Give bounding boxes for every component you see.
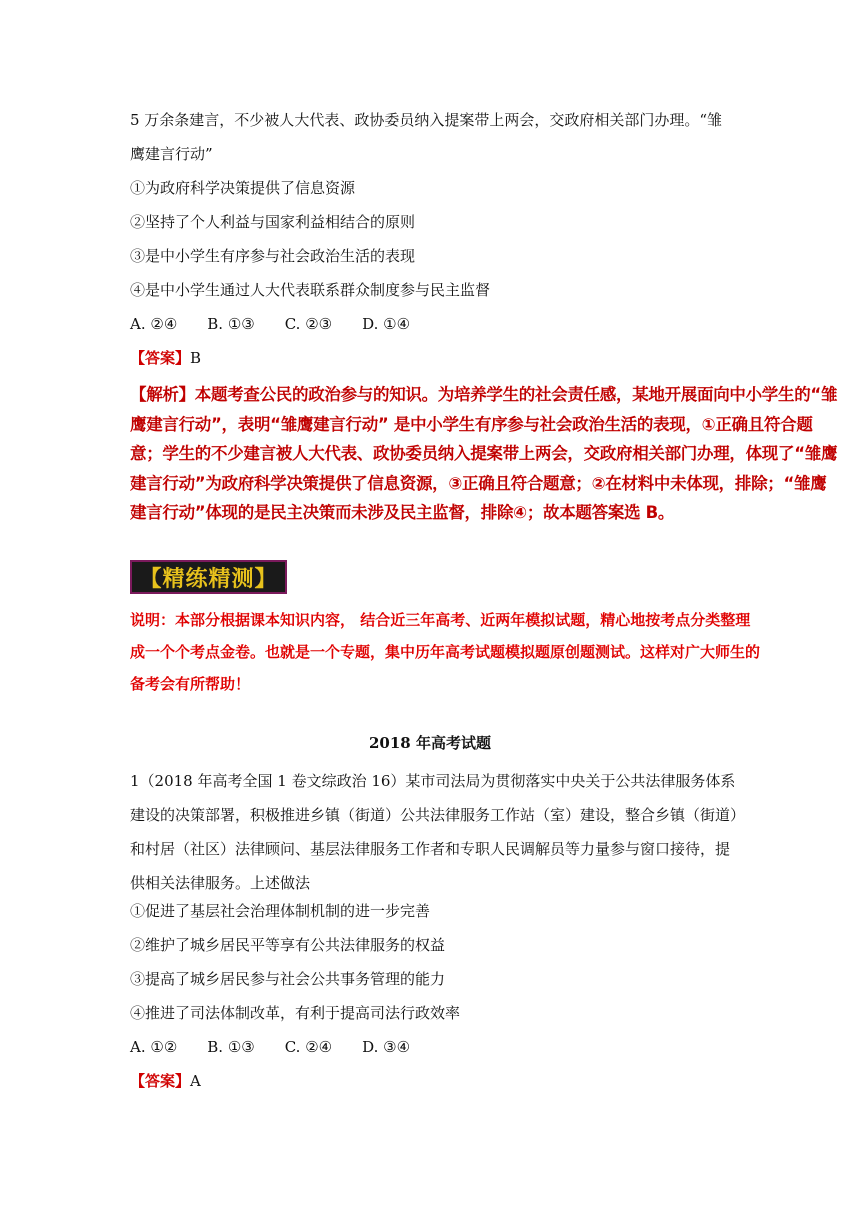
answer-value: A bbox=[190, 1072, 201, 1090]
answer-line bbox=[130, 1071, 201, 1091]
option-2: ②维护了城乡居民平等享有公共法律服务的权益 bbox=[130, 936, 446, 954]
section-note: 说明：本部分根据课本知识内容， 结合近三年高考、近两年模拟试题，精心地按考点分类整理成一个个考点金卷。也就是一个专题，集中历年高考试题模拟题原创题测试。这样对广大师生的备考会有所帮助！ bbox=[130, 611, 761, 693]
option-1: ①促进了基层社会治理体制机制的进一步完善 bbox=[130, 902, 431, 920]
option-3: ③是中小学生有序参与社会政治生活的表现 bbox=[130, 247, 416, 265]
question-text-line: 鹰建言行动” bbox=[130, 145, 213, 163]
answer-line bbox=[130, 348, 201, 368]
option-4: ④推进了司法体制改革，有利于提高司法行政效率 bbox=[130, 1004, 461, 1022]
option-4: ④是中小学生通过人大代表联系群众制度参与民主监督 bbox=[130, 281, 491, 299]
answer-label: 【答案】 bbox=[130, 349, 191, 367]
answer-value: B bbox=[190, 349, 202, 367]
option-2: ②坚持了个人利益与国家利益相结合的原则 bbox=[130, 213, 416, 231]
analysis-paragraph: 【解析】本题考查公民的政治参与的知识。为培养学生的社会责任感，某地开展面向中小学生的“雏鹰建言行动”，表明“雏鹰建言行动” 是中小学生有序参与社会政治生活的表现，①正确且符合题意；学生的不少建言被人大代表、政协委员纳入提案带上两会，交政府相关部门办理，体现了“雏鹰建言行动”为政府科学决策提供了信息资源，③正确且符合题意；②在材料中未体现，排除；“雏鹰建言行动”体现的是民主决策而未涉及民主监督，排除④；故本题答案选 B。 bbox=[130, 385, 838, 522]
answer-label: 【答案】 bbox=[130, 1072, 191, 1090]
answer-choices: A. ②④ B. ①③ C. ②③ D. ①④ bbox=[130, 315, 411, 333]
option-1: ①为政府科学决策提供了信息资源 bbox=[130, 179, 356, 197]
section-badge: 【精练精测】 bbox=[130, 560, 287, 594]
question-text-line: 5 万余条建言，不少被人大代表、政协委员纳入提案带上两会，交政府相关部门办理。“雏 bbox=[130, 111, 722, 129]
section-title: 2018 年高考试题 bbox=[369, 734, 491, 752]
question-stem: 1（2018 年高考全国 1 卷文综政治 16）某市司法局为贯彻落实中央关于公共法律服务体系建设的决策部署，积极推进乡镇（街道）公共法律服务工作站（室）建设，整合乡镇（街道）和村居（社区）法律顾问、基层法律服务工作者和专职人民调解员等力量参与窗口接待，提供相关法律服务。上述做法 bbox=[130, 772, 738, 892]
option-3: ③提高了城乡居民参与社会公共事务管理的能力 bbox=[130, 970, 446, 988]
answer-choices: A. ①② B. ①③ C. ②④ D. ③④ bbox=[130, 1038, 411, 1056]
